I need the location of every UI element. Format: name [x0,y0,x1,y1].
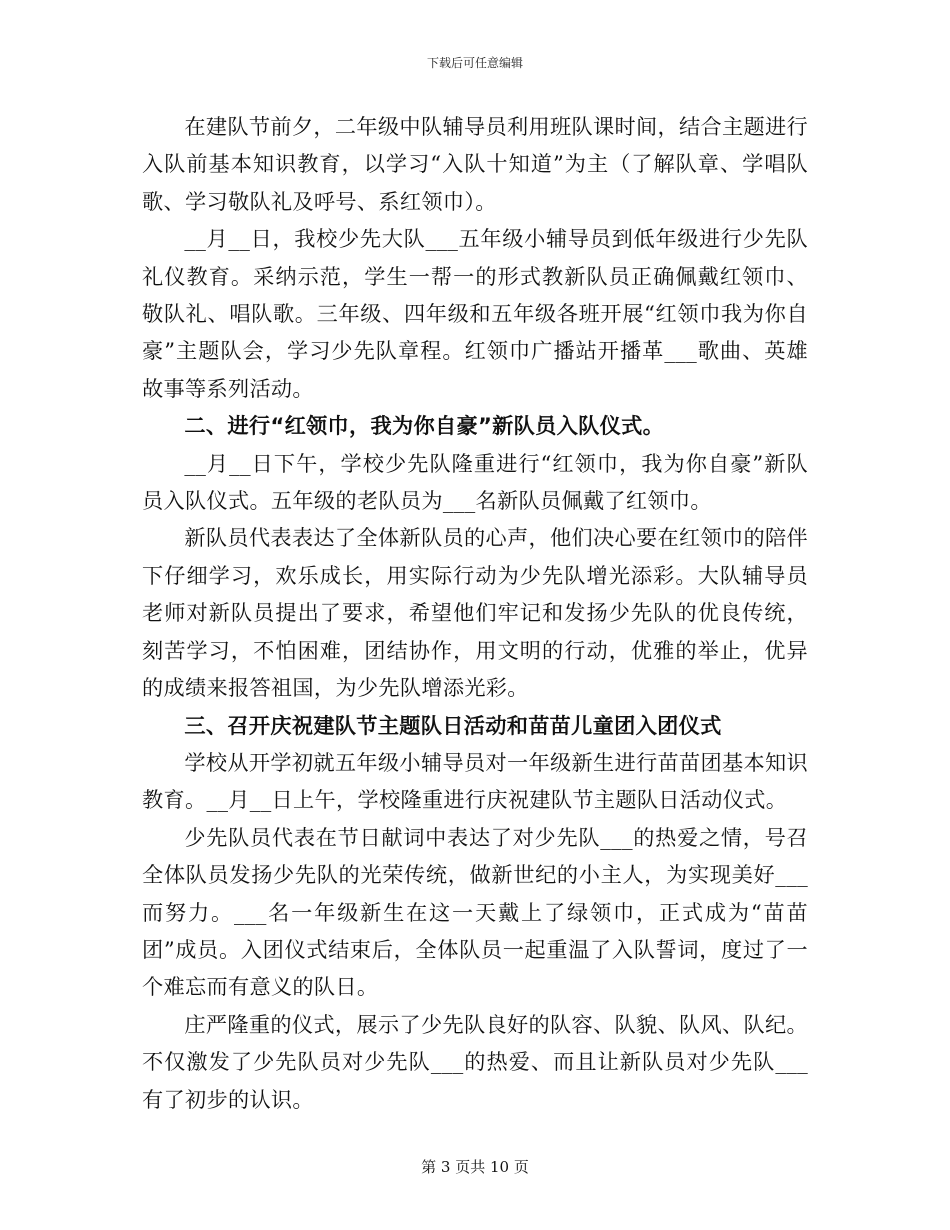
document-body [142,108,808,1118]
paragraph: 庄严隆重的仪式，展示了少先队良好的队容、队貌、队风、队纪。不仅激发了少先队员对少先队___的热爱、而且让新队员对少先队___有了初步的认识。 [142,1011,808,1112]
paragraph: __月__日，我校少先大队___五年级小辅导员到低年级进行少先队礼仪教育。采纳示范，学生一帮一的形式教新队员正确佩戴红领巾、敬队礼、唱队歌。三年级、四年级和五年级各班开展“红领巾我为你自豪”主题队会，学习少先队章程。红领巾广播站开播革___歌曲、英雄故事等系列活动。 [142,226,808,401]
paragraph: 学校从开学初就五年级小辅导员对一年级新生进行苗苗团基本知识教育。__月__日上午，学校隆重进行庆祝建队节主题队日活动仪式。 [142,749,808,813]
section-heading: 二、进行“红领巾，我为你自豪”新队员入队仪式。 [184,413,665,439]
page-number-footer: 第 3 页共 10 页 [421,1158,529,1176]
paragraph: 在建队节前夕，二年级中队辅导员利用班队课时间，结合主题进行入队前基本知识教育，以学习“入队十知道”为主（了解队章、学唱队歌、学习敬队礼及呼号、系红领巾）。 [142,114,808,214]
section-heading: 三、召开庆祝建队节主题队日活动和苗苗儿童团入团仪式 [184,712,722,738]
paragraph: __月__日下午，学校少先队隆重进行“红领巾，我为你自豪”新队员入队仪式。五年级的老队员为___名新队员佩戴了红领巾。 [142,450,808,514]
paragraph: 新队员代表表达了全体新队员的心声，他们决心要在红领巾的陪伴下仔细学习，欢乐成长，用实际行动为少先队增光添彩。大队辅导员老师对新队员提出了要求，希望他们牢记和发扬少先队的优良传统，刻苦学习，不怕困难，团结协作，用文明的行动，优雅的举止，优异的成绩来报答祖国，为少先队增添光彩。 [142,525,808,701]
page-header-note: 下载后可任意编辑 [426,56,523,70]
paragraph: 少先队员代表在节日献词中表达了对少先队___的热爱之情，号召全体队员发扬少先队的光荣传统，做新世纪的小主人，为实现美好___而努力。___名一年级新生在这一天戴上了绿领巾，正式成为“苗苗团”成员。入团仪式结束后，全体队员一起重温了入队誓词，度过了一个难忘而有意义的队日。 [142,824,808,1000]
